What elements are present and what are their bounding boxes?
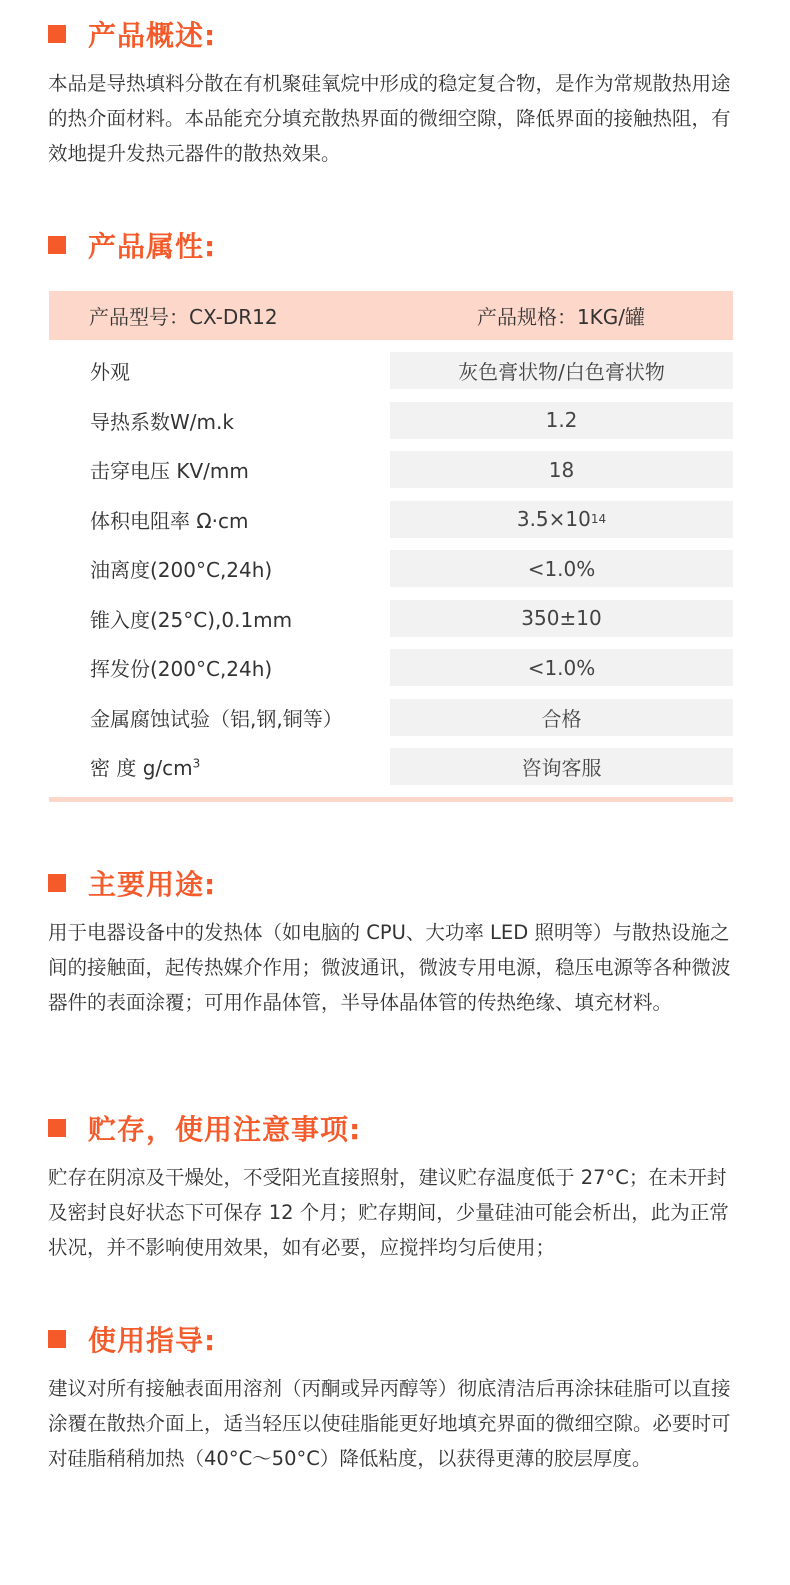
property-label: 外观 <box>90 360 130 384</box>
table-row <box>49 649 733 686</box>
storage-section <box>48 1108 738 1265</box>
property-value: 咨询客服 <box>390 748 733 785</box>
property-label <box>49 752 390 781</box>
usage-heading <box>48 863 738 903</box>
heading-square-icon <box>48 236 66 254</box>
table-row <box>49 402 733 439</box>
overview-text: 本品是导热填料分散在有机聚硅氧烷中形成的稳定复合物，是作为常规散热用途的热介面材料。本品能充分填充散热界面的微细空隙，降低界面的接触热阻，有效地提升发热元器件的散热效果。 <box>48 72 731 165</box>
property-label: 体积电阻率 Ω·cm <box>90 508 249 533</box>
property-label-base: 密 度 g/cm <box>90 756 193 780</box>
property-value-base: 3.5×10 <box>516 507 591 531</box>
properties-title: 产品属性: <box>88 230 217 263</box>
heading-square-icon <box>48 1330 66 1348</box>
property-label: 金属腐蚀试验（铝,钢,铜等） <box>90 706 343 731</box>
table-row <box>49 451 733 488</box>
product-spec: 产品规格：1KG/罐 <box>476 305 646 329</box>
property-value: 合格 <box>390 699 733 736</box>
properties-section <box>48 225 738 265</box>
property-label-exponent: 3 <box>192 756 201 771</box>
table-row <box>49 600 733 637</box>
usage-text: 用于电器设备中的发热体（如电脑的 CPU、大功率 LED 照明等）与散热设施之间的接触面，起传热媒介作用；微波通讯，微波专用电源，稳压电源等各种微波器件的表面涂覆；可用作晶体管，半导体晶体管的传热绝缘、填充材料。 <box>48 921 731 1014</box>
guide-heading <box>48 1319 738 1359</box>
table-row <box>49 550 733 587</box>
property-value: 1.2 <box>390 402 733 439</box>
usage-title: 主要用途: <box>88 868 217 901</box>
property-value: 3.5×10 14 <box>390 501 733 538</box>
property-value: <1.0% <box>390 550 733 587</box>
guide-section <box>48 1319 738 1476</box>
property-value: 18 <box>390 451 733 488</box>
properties-table-header <box>49 291 733 340</box>
table-bottom-border <box>49 797 733 802</box>
property-value: 灰色膏状物/白色膏状物 <box>390 352 733 389</box>
heading-square-icon <box>48 874 66 892</box>
property-label: 导热系数W/m.k <box>90 409 234 434</box>
property-value: 350±10 <box>390 600 733 637</box>
guide-title: 使用指导: <box>88 1324 217 1357</box>
properties-table <box>49 352 733 798</box>
heading-square-icon <box>48 25 66 43</box>
property-label: 击穿电压 KV/mm <box>90 459 249 483</box>
storage-text: 贮存在阴凉及干燥处，不受阳光直接照射，建议贮存温度低于 27°C；在未开封及密封良好状态下可保存 12 个月；贮存期间，少量硅油可能会析出，此为正常状况，并不影响使用效果，如有必要，应搅拌均匀后使用； <box>48 1166 729 1259</box>
table-row <box>49 501 733 538</box>
table-row <box>49 352 733 389</box>
property-label: 油离度(200°C,24h) <box>90 558 273 582</box>
guide-text: 建议对所有接触表面用溶剂（丙酮或异丙醇等）彻底清洁后再涂抹硅脂可以直接涂覆在散热介面上，适当轻压以使硅脂能更好地填充界面的微细空隙。必要时可对硅脂稍稍加热（40°C～50°C）降低粘度，以获得更薄的胶层厚度。 <box>48 1377 731 1470</box>
table-row <box>49 748 733 785</box>
storage-heading <box>48 1108 738 1148</box>
heading-square-icon <box>48 1119 66 1137</box>
property-label: 锥入度(25°C),0.1mm <box>90 607 293 632</box>
overview-section <box>48 14 738 171</box>
table-row <box>49 699 733 736</box>
overview-title: 产品概述: <box>88 19 217 52</box>
property-value: <1.0% <box>390 649 733 686</box>
usage-section <box>48 863 738 1020</box>
properties-heading <box>48 225 738 265</box>
storage-title: 贮存，使用注意事项: <box>88 1113 362 1146</box>
product-model: 产品型号：CX-DR12 <box>89 305 278 329</box>
overview-heading <box>48 14 738 54</box>
property-label: 挥发份(200°C,24h) <box>90 657 273 681</box>
